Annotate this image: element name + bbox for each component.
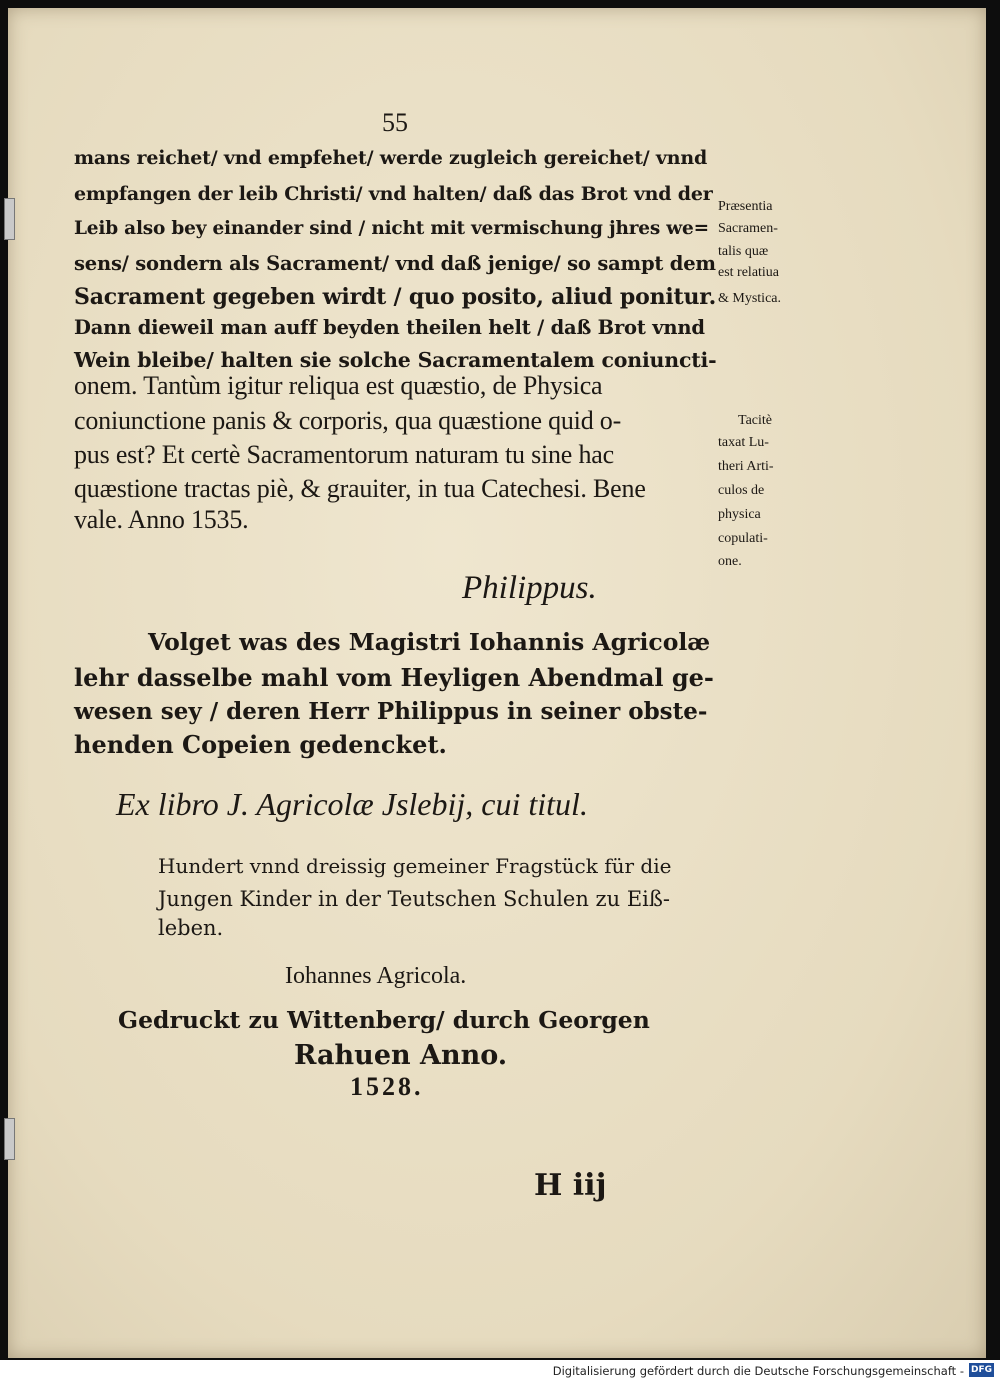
margin-note-line: Sacramen-	[718, 221, 778, 236]
margin-note-line: physica	[718, 507, 761, 522]
footer-bar	[0, 1360, 1000, 1381]
body-line: sens/ sondern als Sacrament/ vnd daß jenige/ so sampt dem	[74, 252, 716, 275]
body-line: quæstione tractas piè, & grauiter, in tua Catechesi. Bene	[74, 474, 646, 503]
heading-line: henden Copeien gedencket.	[74, 730, 447, 759]
heading-line: lehr dasselbe mahl vom Heyligen Abendmal ge-	[74, 663, 714, 692]
margin-note-line: Præsentia	[718, 199, 773, 214]
margin-note-line: taxat Lu-	[718, 435, 769, 450]
heading-line: Volget was des Magistri Iohannis Agricolæ	[148, 628, 711, 656]
dfg-logo: DFG	[970, 1365, 992, 1375]
author: Iohannes Agricola.	[285, 963, 467, 989]
heading-line: wesen sey / deren Herr Philippus in seiner obste-	[74, 698, 708, 725]
body-line: onem. Tantùm igitur reliqua est quæstio, de Physica	[74, 371, 603, 400]
footer-credit: Digitalisierung gefördert durch die Deutsche Forschungsgemeinschaft -	[552, 1364, 964, 1378]
body-line: Wein bleibe/ halten sie solche Sacramentalem coniuncti-	[74, 348, 717, 372]
body-line: empfangen der leib Christi/ vnd halten/ daß das Brot vnd der	[74, 183, 713, 205]
margin-note-line: copulati-	[718, 531, 768, 546]
margin-note-line: est relatiua	[718, 265, 780, 280]
signature-mark: H iij	[534, 1168, 607, 1203]
margin-note-line: & Mystica.	[718, 291, 781, 306]
imprint-line: Gedruckt zu Wittenberg/ durch Georgen	[118, 1006, 650, 1034]
page-clip	[4, 1118, 15, 1160]
imprint-line: Rahuen Anno.	[294, 1040, 508, 1071]
page-clip	[4, 198, 15, 240]
imprint-year: 1528.	[350, 1072, 424, 1101]
signature: Philippus.	[462, 570, 597, 606]
body-line: coniunctione panis & corporis, qua quæstione quid o-	[74, 406, 622, 435]
body-line: Sacrament gegeben wirdt / quo posito, aliud ponitur.	[74, 284, 717, 310]
margin-note-line: culos de	[718, 483, 765, 498]
margin-note-line: Tacitè	[738, 413, 772, 428]
margin-note-line: one.	[718, 554, 742, 569]
margin-note-line: theri Arti-	[718, 459, 774, 474]
title-line: Jungen Kinder in der Teutschen Schulen zu Eiß-	[158, 887, 670, 911]
body-line: Leib also bey einander sind / nicht mit vermischung jhres we=	[74, 218, 709, 239]
body-line: Dann dieweil man auff beyden theilen helt / daß Brot vnnd	[74, 316, 705, 339]
page-number: 55	[382, 108, 408, 137]
title-line: Hundert vnnd dreissig gemeiner Fragstück für die	[158, 854, 672, 878]
source-line: Ex libro J. Agricolæ Jslebij, cui titul.	[116, 786, 588, 822]
margin-note-line: talis quæ	[718, 244, 769, 259]
body-line: pus est? Et certè Sacramentorum naturam tu sine hac	[74, 440, 614, 469]
title-line: leben.	[158, 916, 224, 940]
body-line: vale. Anno 1535.	[74, 505, 249, 534]
body-line: mans reichet/ vnd empfehet/ werde zugleich gereichet/ vnnd	[74, 147, 708, 169]
